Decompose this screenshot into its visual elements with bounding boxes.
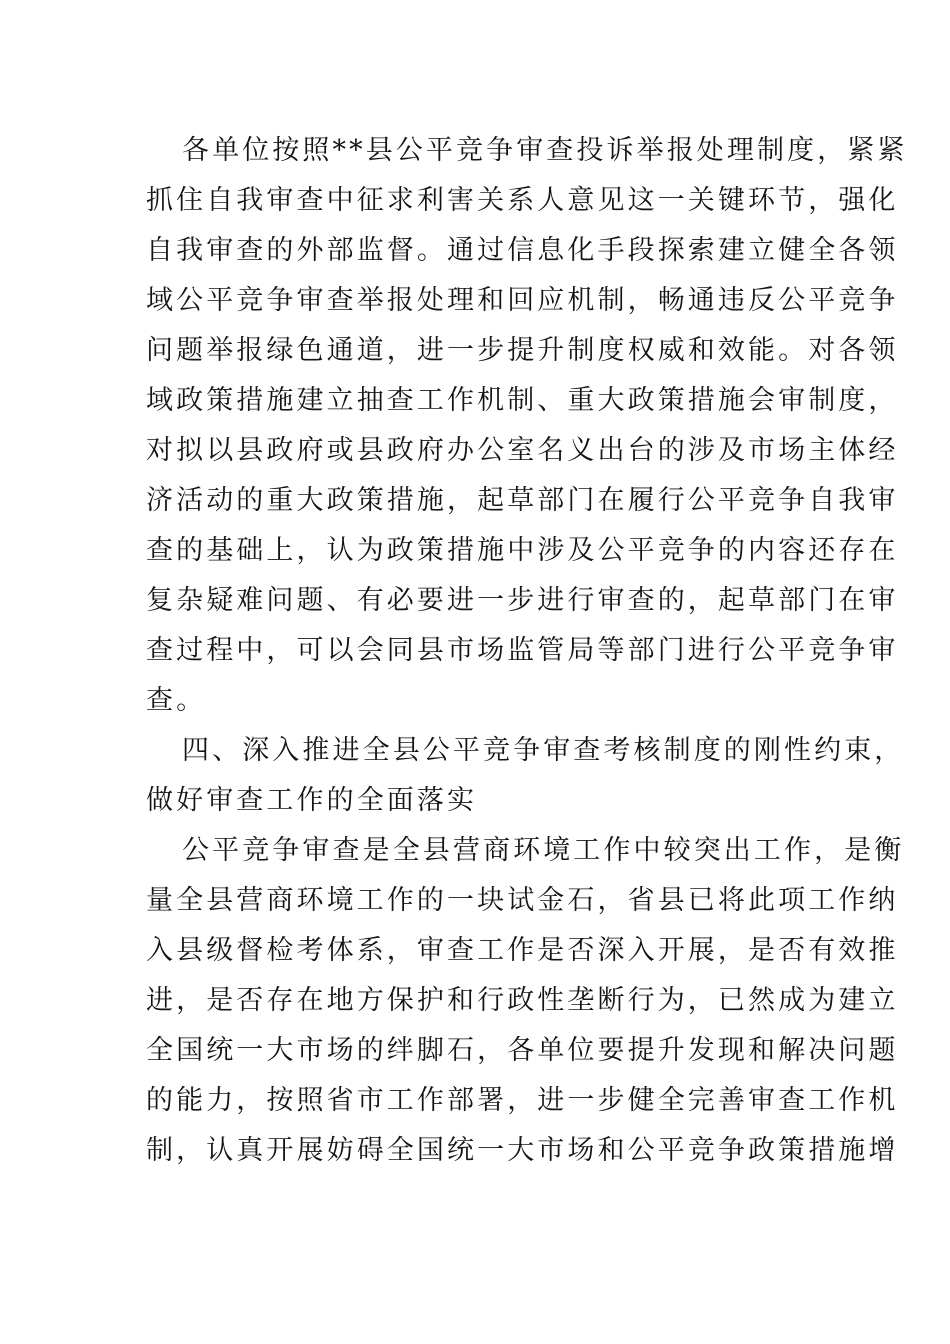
paragraph-1-line: 自我审查的外部监督。通过信息化手段探索建立健全各领 — [146, 235, 899, 266]
paragraph-3-line: 进，是否存在地方保护和行政性垄断行为，已然成为建立 — [146, 985, 899, 1016]
paragraph-1-line: 查。 — [146, 685, 207, 716]
paragraph-3-line: 的能力，按照省市工作部署，进一步健全完善审查工作机 — [146, 1085, 899, 1116]
paragraph-3-line: 公平竞争审查是全县营商环境工作中较突出工作，是衡 — [182, 835, 905, 866]
paragraph-1-line: 复杂疑难问题、有必要进一步进行审查的，起草部门在审 — [146, 585, 899, 616]
paragraph-1-line: 抓住自我审查中征求利害关系人意见这一关键环节，强化 — [146, 185, 899, 216]
paragraph-3-line: 制，认真开展妨碍全国统一大市场和公平竞争政策措施增 — [146, 1135, 899, 1166]
paragraph-1-line: 域公平竞争审查举报处理和回应机制，畅通违反公平竞争 — [146, 285, 899, 316]
paragraph-3-line: 量全县营商环境工作的一块试金石，省县已将此项工作纳 — [146, 885, 899, 916]
paragraph-1-line: 查过程中，可以会同县市场监管局等部门进行公平竞争审 — [146, 635, 899, 666]
paragraph-1-line: 各单位按照**县公平竞争审查投诉举报处理制度，紧紧 — [182, 135, 908, 166]
section-heading: 做好审查工作的全面落实 — [146, 785, 478, 816]
paragraph-1-line: 济活动的重大政策措施，起草部门在履行公平竞争自我审 — [146, 485, 899, 516]
paragraph-1-line: 对拟以县政府或县政府办公室名义出台的涉及市场主体经 — [146, 435, 899, 466]
paragraph-1-line: 查的基础上，认为政策措施中涉及公平竞争的内容还存在 — [146, 535, 899, 566]
section-heading: 四、深入推进全县公平竞争审查考核制度的刚性约束， — [182, 735, 905, 766]
paragraph-1-line: 问题举报绿色通道，进一步提升制度权威和效能。对各领 — [146, 335, 899, 366]
paragraph-3-line: 入县级督检考体系，审查工作是否深入开展，是否有效推 — [146, 935, 899, 966]
paragraph-1-line: 域政策措施建立抽查工作机制、重大政策措施会审制度， — [146, 385, 899, 416]
paragraph-3-line: 全国统一大市场的绊脚石，各单位要提升发现和解决问题 — [146, 1035, 899, 1066]
